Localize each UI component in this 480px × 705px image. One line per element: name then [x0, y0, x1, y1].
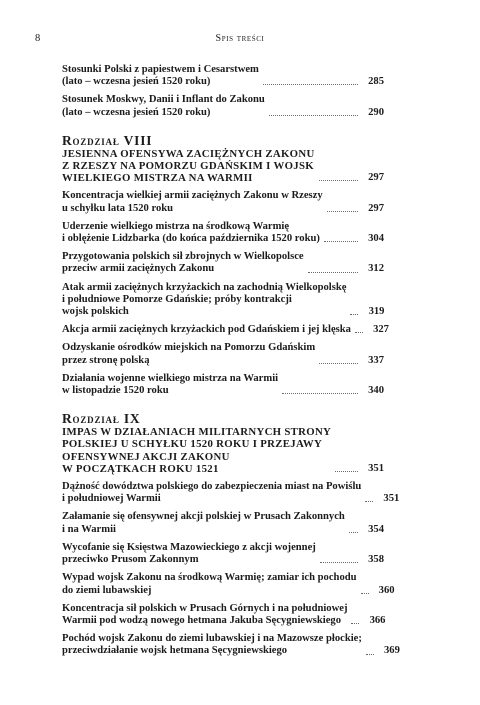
toc-entry-line: Stosunki Polski z papiestwem i Cesarstwem [62, 64, 259, 75]
toc-entry-title [62, 542, 316, 566]
toc-entry-line: Pochód wojsk Zakonu do ziemi lubawskiej i na Mazowsze płockie; [62, 633, 362, 645]
dot-leader [335, 471, 358, 472]
toc-entry-title [62, 251, 304, 275]
toc-entry-title [62, 572, 357, 596]
toc-page-number: 319 [368, 306, 385, 318]
dot-leader [355, 332, 363, 333]
toc-entry-title [62, 373, 278, 397]
toc-entry-title [62, 282, 346, 319]
toc-entry-line: do ziemi lubawskiej [62, 584, 152, 596]
toc-entry[interactable] [62, 603, 384, 627]
toc-entry[interactable] [62, 64, 384, 88]
toc-page-number: 340 [368, 385, 384, 397]
toc-entry-line: POLSKIEJ U SCHYŁKU 1520 ROKU I PRZEJAWY [62, 438, 323, 451]
toc-entry-line: Dążność dowództwa polskiego do zabezpieczenia miast na Powiślu [62, 481, 362, 493]
toc-entry-line: Akcja armii zaciężnych krzyżackich pod Gdańskiem i jej klęska [62, 324, 351, 336]
toc-entry-line: Koncentracja sił polskich w Prusach Górnych i na południowej [62, 602, 348, 614]
dot-leader [263, 84, 358, 85]
toc-entry-line: przez stronę polską [62, 354, 150, 366]
toc-entry-title [62, 481, 361, 505]
toc-entry[interactable] [62, 511, 384, 535]
toc-entry-title [62, 426, 331, 475]
chapter-section [62, 132, 389, 403]
toc-entry[interactable] [62, 148, 384, 185]
dot-leader [361, 593, 369, 594]
toc-entry-title [62, 190, 323, 214]
toc-entry[interactable] [62, 426, 384, 475]
toc-entry-line: OFENSYWNEJ AKCJI ZAKONU [62, 450, 230, 463]
toc-entry-line: Stosunek Moskwy, Danii i Inflant do Zakonu [62, 94, 265, 106]
toc-entry[interactable] [62, 251, 384, 275]
toc-page-number: 369 [384, 645, 400, 657]
toc-entry-line: w listopadzie 1520 roku [62, 385, 169, 397]
toc-entry[interactable] [62, 190, 384, 214]
dot-leader [365, 501, 373, 502]
toc-page-number: 297 [368, 172, 384, 184]
dot-leader [269, 115, 358, 116]
dot-leader [366, 654, 374, 655]
toc-entry[interactable] [62, 481, 400, 505]
toc-page-number: 312 [368, 263, 384, 275]
toc-entry-line: W POCZĄTKACH ROKU 1521 [62, 462, 219, 475]
toc-entry-line: wojsk polskich [62, 306, 129, 318]
toc-page-number: 285 [368, 76, 384, 88]
toc-entry-line: Wycofanie się Księstwa Mazowieckiego z akcji wojennej [62, 541, 316, 553]
toc-page-number: 360 [378, 584, 395, 596]
dot-leader [282, 393, 358, 394]
toc-entry[interactable] [62, 282, 384, 319]
toc-entry-title [62, 148, 315, 185]
toc-entry-line: i na Warmii [62, 523, 116, 535]
dot-leader [351, 623, 359, 624]
toc-entry[interactable] [62, 94, 384, 118]
toc-entry-line: WIELKIEGO MISTRZA NA WARMII [62, 172, 253, 185]
toc-entry-line: (lato – wczesna jesień 1520 roku) [62, 106, 211, 118]
dot-leader [319, 363, 358, 364]
toc-entry-line: i oblężenie Lidzbarka (do końca października 1520 roku) [62, 233, 320, 245]
toc-entry-line: Uderzenie wielkiego mistrza na środkową Warmię [62, 220, 290, 232]
toc-entry-line: i południowe Pomorze Gdańskie; próby kontrakcji [62, 293, 292, 305]
toc-page-number: 290 [368, 106, 384, 118]
toc-entry-line: JESIENNA OFENSYWA ZACIĘŻNYCH ZAKONU [62, 147, 315, 160]
toc-entry-title [62, 221, 320, 245]
toc-entry-line: Odzyskanie ośrodków miejskich na Pomorzu Gdańskim [62, 342, 316, 354]
toc-entry-line: Koncentracja wielkiej armii zaciężnych Zakonu w Rzeszy [62, 190, 323, 202]
toc-entry[interactable] [62, 373, 384, 397]
toc-page-number: 351 [368, 462, 384, 474]
dot-leader [308, 272, 358, 273]
toc-entry-title [62, 633, 362, 657]
toc-entry[interactable] [62, 633, 400, 657]
chapter-section [62, 411, 400, 663]
toc-page-number: 351 [383, 493, 400, 505]
toc-entry-title [62, 603, 347, 627]
table-of-contents [62, 64, 400, 664]
toc-entry-title [62, 94, 265, 118]
toc-entry-line: Z RZESZY NA POMORZU GDAŃSKIM I WOJSK [62, 160, 314, 173]
dot-leader [350, 314, 358, 315]
toc-entry[interactable] [62, 324, 389, 336]
toc-page-number: 358 [368, 554, 384, 566]
running-head: Spis treści [215, 33, 265, 44]
toc-entry[interactable] [62, 542, 384, 566]
dot-leader [320, 562, 358, 563]
dot-leader [349, 532, 358, 533]
toc-entry-title [62, 342, 315, 366]
toc-entry[interactable] [62, 572, 395, 596]
toc-entry-line: u schyłku lata 1520 roku [62, 202, 174, 214]
toc-page-number: 297 [368, 202, 384, 214]
toc-entry-line: przeciw armii zaciężnych Zakonu [62, 263, 215, 275]
toc-page-number: 304 [368, 233, 384, 245]
toc-entry-title [62, 64, 259, 88]
toc-page-number: 354 [368, 523, 384, 535]
toc-entry-line: Warmii pod wodzą nowego hetmana Jakuba Sęcygniewskiego [62, 614, 341, 626]
toc-entry-line: Załamanie się ofensywnej akcji polskiej w Prusach Zakonnych [62, 511, 345, 523]
toc-entry-line: (lato – wczesna jesień 1520 roku) [62, 76, 211, 88]
dot-leader [319, 180, 358, 181]
toc-entry-line: Wypad wojsk Zakonu na środkową Warmię; zamiar ich pochodu [62, 572, 357, 584]
toc-entry[interactable] [62, 342, 384, 366]
chapter-label: Rozdział VIII [62, 132, 153, 148]
dot-leader [327, 211, 358, 212]
toc-entry[interactable] [62, 221, 384, 245]
toc-page-number: 366 [369, 614, 386, 626]
dot-leader [324, 241, 358, 242]
toc-entry-line: przeciwko Prusom Zakonnym [62, 554, 199, 566]
toc-page-number: 337 [368, 354, 384, 366]
chapter-label: Rozdział IX [62, 411, 141, 427]
toc-entry-line: IMPAS W DZIAŁANIACH MILITARNYCH STRONY [62, 426, 332, 439]
toc-page-number: 327 [373, 324, 389, 336]
toc-entry-line: Atak armii zaciężnych krzyżackich na zachodnią Wielkopolskę [62, 281, 347, 293]
toc-entry-line: i południowej Warmii [62, 493, 161, 505]
page-number: 8 [35, 33, 41, 44]
toc-entry-line: Przygotowania polskich sił zbrojnych w Wielkopolsce [62, 251, 304, 263]
toc-entry-line: Działania wojenne wielkiego mistrza na Warmii [62, 372, 279, 384]
toc-entry-line: przeciwdziałanie wojsk hetmana Sęcygniewskiego [62, 645, 288, 657]
toc-entry-title [62, 324, 351, 336]
toc-entry-title [62, 511, 345, 535]
